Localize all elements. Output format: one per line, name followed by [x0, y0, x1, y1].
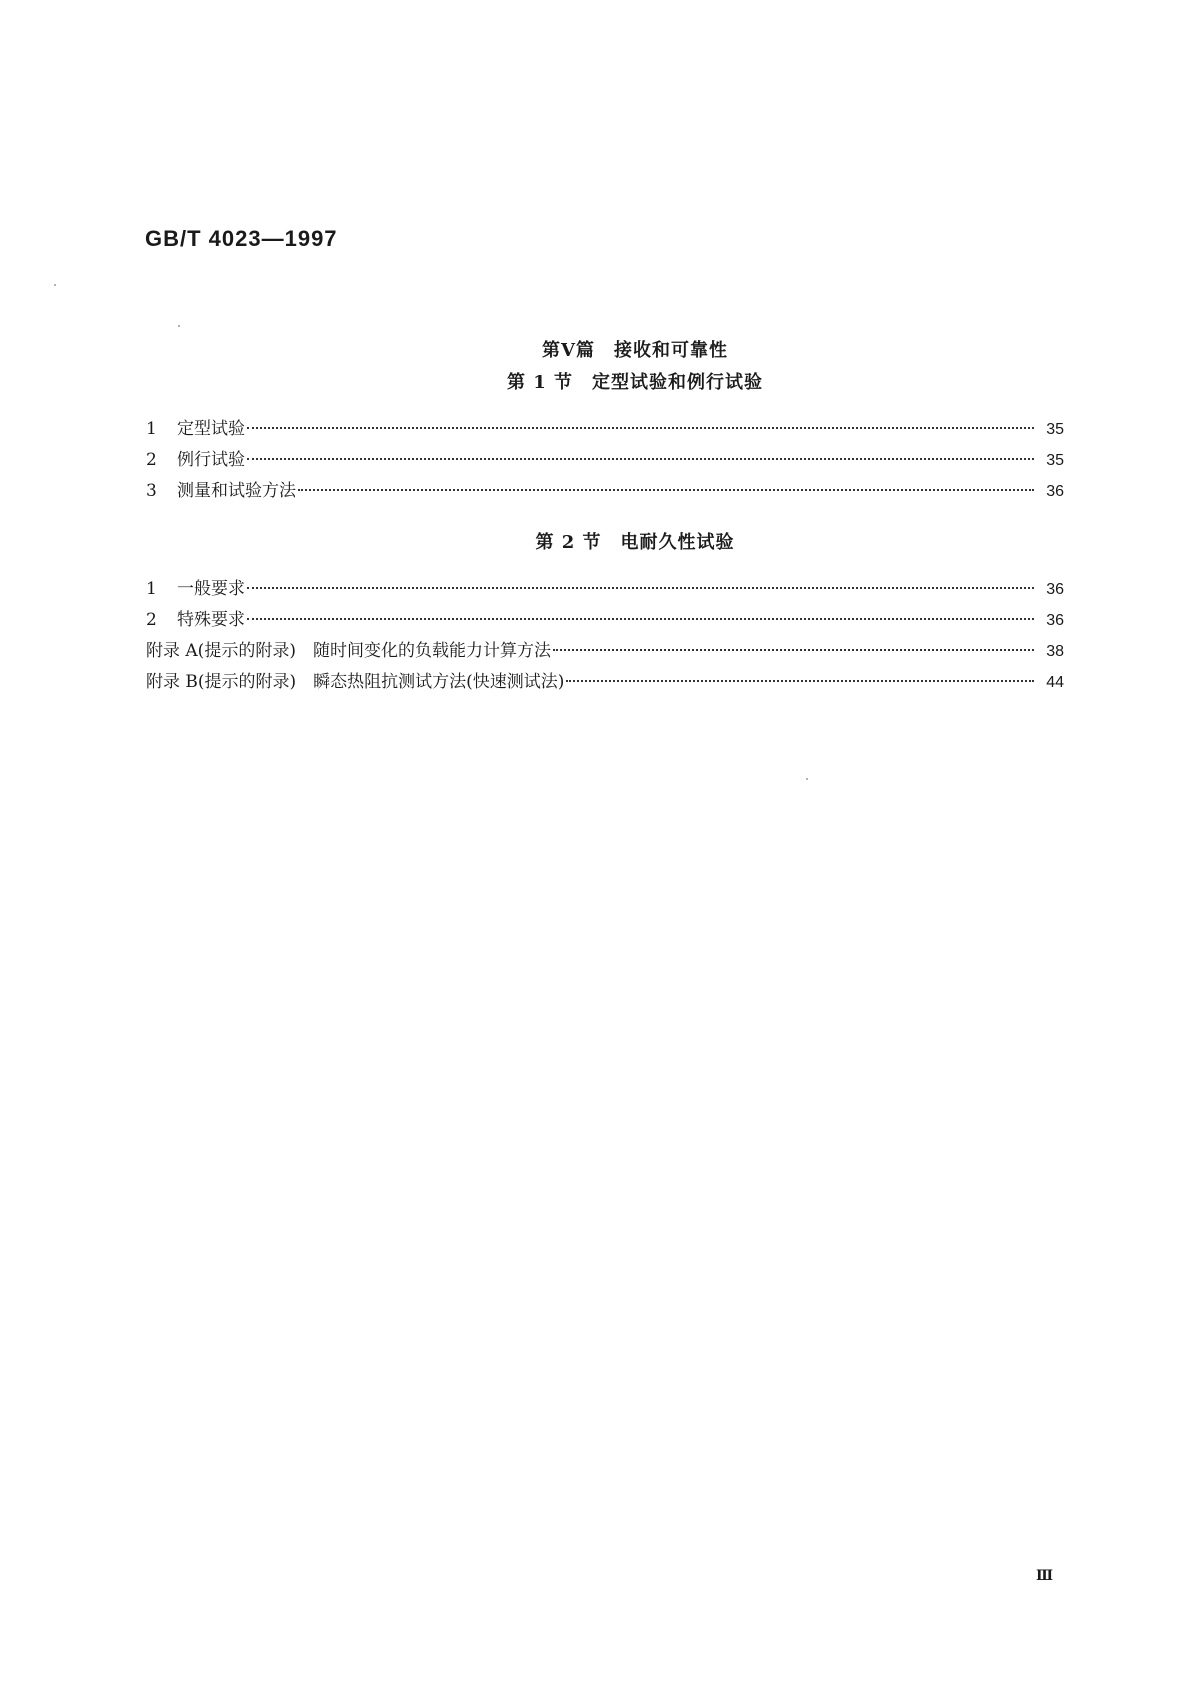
- toc-appendix-b[interactable]: [146, 667, 1064, 698]
- toc-entry-number: 1: [146, 419, 157, 439]
- section-1-title: 第 1 节 定型试验和例行试验: [506, 372, 764, 393]
- toc-entry-page: 36: [1046, 612, 1064, 629]
- toc-entry-title: 附录 A(提示的附录) 随时间变化的负载能力计算方法: [146, 641, 551, 661]
- toc-entry-page: 35: [1046, 421, 1064, 438]
- section-2-title: 第 2 节 电耐久性试验: [535, 532, 735, 553]
- dot-leader: [247, 587, 1034, 589]
- toc-entry-title: 特殊要求: [177, 610, 245, 630]
- scan-speck: [54, 284, 56, 286]
- toc-entry-number: 2: [146, 450, 157, 470]
- toc-entry-page: 36: [1046, 483, 1064, 500]
- standard-code: GB/T 4023—1997: [145, 226, 338, 251]
- toc-entry-page: 38: [1046, 643, 1064, 660]
- toc-entry-page: 44: [1046, 674, 1064, 691]
- toc-entry-title: 一般要求: [177, 579, 245, 599]
- toc-section-2: [146, 574, 1064, 698]
- toc-entry-title: 例行试验: [177, 450, 245, 470]
- scan-speck: [178, 325, 180, 327]
- toc-entry[interactable]: [146, 414, 1064, 445]
- dot-leader: [298, 489, 1034, 491]
- toc-entry[interactable]: [146, 605, 1064, 636]
- page-number: Ⅲ: [1036, 1568, 1054, 1584]
- part-title: 第Ⅴ篇 接收和可靠性: [542, 340, 728, 361]
- dot-leader: [247, 427, 1034, 429]
- toc-entry-title: 附录 B(提示的附录) 瞬态热阻抗测试方法(快速测试法): [146, 672, 565, 692]
- toc-entry[interactable]: [146, 574, 1064, 605]
- toc-entry-number: 3: [146, 481, 157, 501]
- scan-speck: [806, 778, 808, 780]
- toc-entry[interactable]: [146, 476, 1064, 507]
- toc-entry-number: 1: [146, 579, 157, 599]
- toc-entry-page: 36: [1046, 581, 1064, 598]
- toc-section-1: [146, 414, 1064, 507]
- toc-entry-title: 定型试验: [177, 419, 245, 439]
- toc-entry-number: 2: [146, 610, 157, 630]
- toc-appendix-a[interactable]: [146, 636, 1064, 667]
- dot-leader: [247, 618, 1034, 620]
- toc-entry-page: 35: [1046, 452, 1064, 469]
- toc-entry-title: 测量和试验方法: [177, 481, 296, 501]
- dot-leader: [566, 680, 1034, 682]
- dot-leader: [553, 649, 1034, 651]
- dot-leader: [247, 458, 1034, 460]
- toc-entry[interactable]: [146, 445, 1064, 476]
